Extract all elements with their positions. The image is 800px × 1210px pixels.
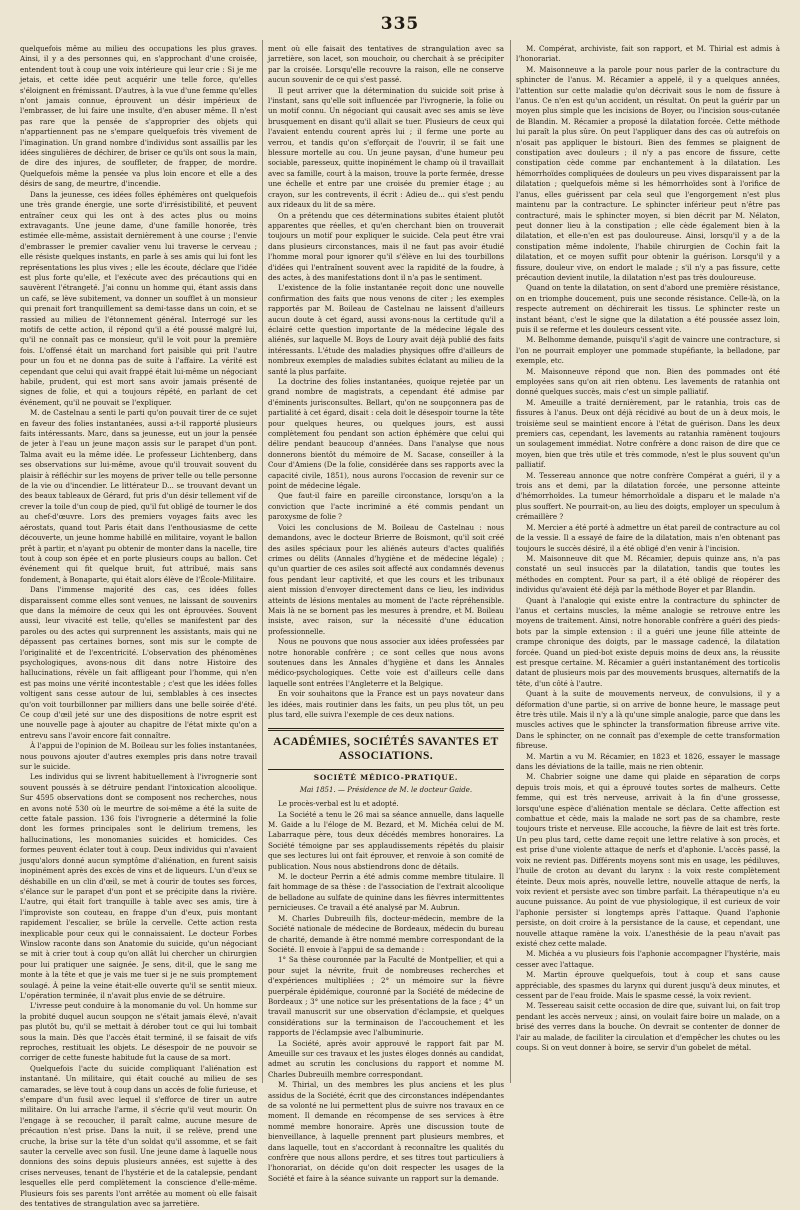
column-right	[516, 44, 780, 1089]
column-divider	[510, 40, 511, 1083]
paragraph: L'ivresse peut conduire à la monomanie du vol. Un homme sur la probité duquel aucun soupçon ne s'était jamais élevé, n'avait pas plutôt bu, qu'il se mettait à dérober tout ce qui lui tombait sous la main. Dès que l'accès était terminé, il se faisait de vifs reproches, restituait les objets. Le désespoir de ne pouvoir se corriger de cette funeste habitude fut la cause de sa mort.	[20, 1001, 257, 1063]
paragraph: La doctrine des folies instantanées, quoique rejetée par un grand nombre de magistrats, a cependant été admise par d'éminents jurisconsultes. Bellart, qu'on ne soupçonnera pas de partialité à cet égard, disait : cela doit le désespoir tourne la tête pour quelques heures, ou quelques jours, est aussi complètement fou pendant son action éphémère que celui qui délire pendant beaucoup d'années. Dans l'analyse que nous donnerons bientôt du mémoire de M. Sacase, conseiller à la Cour d'Amiens (De la folie, considérée dans ses rapports avec la capacité civile, 1851), nous aurons l'occasion de revenir sur ce point de médecine légale.	[268, 377, 504, 491]
paragraph: quelquefois même au milieu des occupations les plus graves. Ainsi, il y a des personnes qui, en s'approchant d'une croisée, entendent tout à coup une voix intérieure qui leur crie : Si je me jetais, et cette idée peut acquérir une telle force, qu'elles s'éloignent en frémissant. D'autres, à la vue d'une femme qu'elles n'ont jamais connue, éprouvent un désir impérieux de l'embrasser, de lui faire une insulte, d'en abuser même. Il n'est pas rare que la pensée de s'approprier des objets qui n'appartiennent pas ne s'empare quelquefois très vivement de l'imagination. Un grand nombre d'individus sont assaillis par les idées singulières de déchirer, de briser ce qu'ils ont sous la main, de dire des injures, de souffleter, de frapper, de mordre. Quelquefois même la pensée va plus loin encore et elle a des désirs de sang, de meurtre, d'incendie.	[20, 44, 257, 189]
paragraph: Les individus qui se livrent habituellement à l'ivrognerie sont souvent poussés à se détruire pendant l'intoxication alcoolique. Sur 4595 observations dont se composent nos recherches, nous en avons noté 530 où le meurtre de soi-même a été la suite de cette fatale passion. 136 fois l'ivrognerie a déterminé la folie dont les formes principales sont le delirium tremens, les hallucinations, les monomanies suicides et homicides. Ces formes peuvent éclater tout à coup. Deux individus qui n'avaient jusqu'alors donné aucun symptôme d'aliénation, en furent saisis inopinément après des excès de vins et de liqueurs. L'un d'eux se déshabille en un clin d'œil, se met à courir de toutes ses forces, s'élance sur le parapet d'un pont et se précipite dans la rivière. L'autre, qui était fort tranquille à table avec ses amis, tire à l'improviste son couteau, en frappe d'un d'eux, puis montant rapidement l'escalier, se brûle la cervelle. Cette action resta inexplicable pour ceux qui le connaissaient. Le docteur Forbes Winslow raconte dans son Anatomie du suicide, qu'un négociant se mit à crier tout à coup qu'on allât lui chercher un chirurgien pour lui pratiquer une saignée. Je sens, dit-il, que le sang me monte à la tête et que je vais me tuer si je ne suis promptement soulagé. À peine la veine était-elle ouverte qu'il se sentit mieux. L'opération terminée, il n'avait plus envie de se détruire.	[20, 772, 257, 1000]
column-left	[20, 44, 257, 1209]
paragraph: M. Martin éprouve quelquefois, tout à coup et sans cause appréciable, des spasmes du larynx qui durent jusqu'à deux minutes, et cessent par de l'eau froide. Mais le spasme cessé, la voix revient.	[516, 970, 780, 1000]
paragraph: Voici les conclusions de M. Boileau de Castelnau : nous demandons, avec le docteur Brierre de Boismont, qu'il soit créé des asiles spéciaux pour les aliénés auteurs d'actes qualifiés crimes ou délits (Annales d'hygiène et de médecine légale) ; qu'un quartier de ces asiles soit affecté aux condamnés devenus fous pendant leur captivité, et que les cours et les tribunaux aient mission d'envoyer directement dans ce lieu, les individus atteints de lésions mentales au moment de l'acte répréhensible. Mais là ne se bornent pas les mesures à prendre, et M. Boileau insiste, avec raison, sur la nécessité d'une éducation professionnelle.	[268, 522, 504, 636]
paragraph: M. Maisonneuve a la parole pour nous parler de la contracture du sphincter de l'anus. M. Récamier a appelé, il y a quelques années, l'attention sur cette maladie qu'on décrivait sous le nom de fissure à l'anus. Ce n'en est qu'un accident, un résultat. On peut la guérir par un moyen plus simple que les incisions de Boyer, ou l'incision sous-cutanée de Blandin. M. Récamier a proposé la dilatation forcée. Cette méthode lui paraît la plus sûre. On peut l'appliquer dans des cas où autrefois on n'osait pas appliquer le bistouri. Bien des femmes se plaignent de constipation avec douleurs ; il n'y a pas encore de fissure, cette constipation cède comme par enchantement à la dilatation. Les hémorrhoïdes compliquées de douleurs un peu vives disparaissent par la dilatation ; quelquefois même si les hémorrhoïdes sont à l'orifice de l'anus, elles guérissent par cela seul que l'engorgement n'est plus maintenu par la contracture. Le sphincter inférieur peut n'être pas contracturé, mais le sphincter moyen, si bien décrit par M. Nélaton, peut donner lieu à la constipation ; elle cède également bien à la dilatation, et elle-n'en est pas douloureuse. Ainsi, lorsqu'il y a de la constipation même indolente, l'habile chirurgien de Cochin fait la dilatation, et ce moyen suffit pour obtenir la guérison. Lorsqu'il y a fissure, douleur vive, on endort le malade ; s'il n'y a pas fissure, cette précaution devient inutile, la dilatation n'est pas très douloureuse.	[516, 64, 780, 282]
paragraph: À l'appui de l'opinion de M. Boileau sur les folies instantanées, nous pouvons ajouter d'autres exemples pris dans notre travail sur le suicide.	[20, 741, 257, 772]
paragraph: M. Tessereau saisit cette occasion de dire que, suivant lui, on fait trop pendant les accès nerveux ; ainsi, on voulait faire boire un malade, on a brisé des verres dans la bouche. On devrait se contenter de donner de l'air au malade, de faciliter la circulation et d'empêcher les chutes ou les coups. Si on veut donner à boire, se servir d'un gobelet de métal.	[516, 1001, 780, 1052]
paragraph: M. le docteur Perrin a été admis comme membre titulaire. Il fait hommage de sa thèse : de l'association de l'extrait alcoolique de belladone au sulfate de quinine dans les fièvres intermittentes pernicieuses. Ce travail a été analysé par M. Aubrun.	[268, 872, 504, 913]
paragraph: Quelquefois l'acte du suicide compliquant l'aliénation est instantané. Un militaire, qui était couché au milieu de ses camarades, se lève tout à coup dans un accès de folie furieuse, et s'empare d'un fusil avec lequel il s'efforce de tirer un autre militaire. On lui arrache l'arme, il s'écrie qu'il veut mourir. On l'engage à se recoucher, il paraît calme, aucune mesure de précaution n'est prise. Dans la nuit, il se relève, prend une cruche, la brise sur la tête d'un soldat qu'il assomme, et se fait sauter la cervelle avec son fusil. Une jeune dame à laquelle nous donnions des soins depuis plusieurs années, est sujette à des crises nerveuses, tenant de l'hystérie et de la catalepsie, pendant lesquelles elle perd complètement la conscience d'elle-même. Plusieurs fois ses parents l'ont arrêtée au moment où elle faisait des tentatives de strangulation avec sa jarretière.	[20, 1063, 257, 1209]
paragraph: Que faut-il faire en pareille circonstance, lorsqu'on a la conviction que l'acte incriminé a été commis pendant un paroxysme de folie ?	[268, 491, 504, 522]
paragraph: On a prétendu que ces déterminations subites étaient plutôt apparentes que réelles, et qu'en cherchant bien on trouverait toujours un motif pour expliquer le suicide. Cela peut être vrai dans plusieurs circonstances, mais il ne faut pas avoir étudié l'homme moral pour ignorer qu'il s'élève en lui des tourbillons d'idées qui l'entraînent souvent avec la rapidité de la foudre, à des actes, à des manifestations dont il n'a pas le sentiment.	[268, 210, 504, 282]
paragraph: En voir souhaitons que la France est un pays novateur dans les idées, mais routinier dans les faits, un peu plus tôt, un peu plus tard, elle suivra l'exemple de ces deux nations.	[268, 689, 504, 719]
paragraph: Quant à la suite de mouvements nerveux, de convulsions, il y a déformation d'une partie, si on arrive de bonne heure, le massage peut être très utile. Mais il n'y a là qu'une simple analogie, parce que dans les muscles actives que le sphincter la transformation fibreuse arrive vite. Dans le sphincter, on ne connaît pas d'exemple de cette transformation fibreuse.	[516, 689, 780, 751]
paragraph: M. Maisonneuve répond que non. Bien des pommades ont été employées sans qu'on ait rien obtenu. Les lavements de ratanhia ont donné quelques succès, mais c'est un simple palliatif.	[516, 366, 780, 397]
paragraph: Le procès-verbal est lu et adopté.	[278, 799, 399, 809]
paragraph: Il peut arriver que la détermination du suicide soit prise à l'instant, sans qu'elle soit influencée par l'ivrognerie, la folie ou un motif connu. Un négociant qui causait avec ses amis se lève brusquement en disant qu'il allait se tuer. Plusieurs de ceux qui l'avaient entendu courent après lui ; il ferme une porte au verrou, et tandis qu'on s'efforçait de l'ouvrir, il se fait une blessure mortelle au cou. Un jeune paysan, d'une humeur peu sociable, paresseux, quitte inopinément le champ où il travaillait avec sa famille, court à la maison, trouve la porte fermée, dresse une échelle et entre par une croisée du premier étage ; au crayon, sur les contrevents, il écrit : Adieu de... qui s'est pendu aux rideaux du lit de sa mère.	[268, 85, 504, 210]
column-middle	[268, 44, 504, 1183]
session-line: Mai 1851. — Présidence de M. le docteur Gaide.	[299, 785, 473, 794]
column-divider	[262, 40, 263, 1083]
paragraph: M. Martin a vu M. Récamier, en 1823 et 1826, essayer le massage dans les déviations de la taille, mais ne rien obtenir.	[516, 751, 780, 772]
paragraph: La Société a tenu le 26 mai sa séance annuelle, dans laquelle M. Gaide a lu l'éloge de M. Bezard, et M. Michéa celui de M. Labarraque père, tous deux décédés membres honoraires. La Société témoigne par ses applaudissements répétés du plaisir que ses lectures lui ont fait éprouver, et renvoie à son comité de publication. Nous nous abstiendrons donc de détails.	[268, 809, 504, 871]
section-heading: ACADÉMIES, SOCIÉTÉS SAVANTES ET ASSOCIATIONS.	[273, 736, 499, 763]
paragraph: Nous ne pouvons que nous associer aux idées professées par notre honorable confrère ; ce sont celles que nous avons soutenues dans les Annales d'hygiène et dans les Annales médico-psychologiques. Cette voie est d'ailleurs celle dans laquelle sont entrées l'Angleterre et la Belgique.	[268, 637, 504, 688]
paragraph: ment où elle faisait des tentatives de strangulation avec sa jarretière, son lacet, son mouchoir, ou cherchait à se précipiter par la croisée. Lorsqu'elle recouvre la raison, elle ne conserve aucun souvenir de ce qui s'est passé.	[268, 44, 504, 85]
paragraph: M. Maisonneuve dit que M. Récamier, depuis quinze ans, n'a pas constaté un seul insuccès par la dilatation, tandis que toutes les méthodes en comptent. Pour sa part, il a été obligé de réopérer des individus qu'avaient été déjà par la méthode Boyer et par Blandin.	[516, 553, 780, 595]
section-rule	[268, 769, 504, 770]
paragraph: 1° Sa thèse couronnée par la Faculté de Montpellier, et qui a pour sujet la névrite, fruit de nombreuses recherches et d'expériences multipliées ; 2° un mémoire sur la fièvre puerpérale épidémique, couronné par la Société de médecine de Bordeaux ; 3° une notice sur les présentations de la face ; 4° un travail manuscrit sur une observation d'éclampsie, et quelques considérations sur la terminaison de l'accouchement et les rapports de l'éclampsie avec l'albuminurie.	[268, 955, 504, 1038]
paragraph: M. Charles Dubreuilh fils, docteur-médecin, membre de la Société nationale de médecine de Bordeaux, médecin du bureau de charité, demande à être nommé membre correspondant de la Société. Il envoie à l'appui de sa demande :	[268, 913, 504, 954]
page-number: 335	[380, 14, 420, 34]
paragraph: Dans la jeunesse, ces idées folles éphémères ont quelquefois une très grande énergie, une sorte d'irrésistibilité, et peuvent entraîner ceux qui les ont à des actes plus ou moins extravagants. Une jeune dame, d'une famille honorée, très estimée elle-même, assistait dernièrement à une course ; l'envie d'embrasser le premier cavalier venu lui traverse le cerveau ; elle résiste quelques instants, en parle à ses amis qui lui font les représentations les plus vives ; elle les écoute, déclare que l'idée est plus forte qu'elle, et l'exécute avec des précautions qui en sauvèrent l'étrangeté. J'ai connu un homme qui, étant assis dans un café, se lève subitement, va donner un soufflet à un monsieur qui prenait fort tranquillement sa demi-tasse dans un coin, et se rassied au milieu de l'étonnement général. Interrogé sur les motifs de cette action, il répond qu'il a été poussé malgré lui, qu'il ne connaît pas ce monsieur, qu'il le voit pour la première fois. L'offensé était un marchand fort paisible qui prit l'autre pour un fou et ne donna pas de suite à l'affaire. La vérité est cependant que celui qui avait frappé était lui-même un négociant habile, prudent, qui est mort sans avoir jamais présenté de signes de folie, et qui a toujours répété, en parlant de cet événement, qu'il ne pouvait se l'expliquer.	[20, 189, 257, 407]
paragraph: L'existence de la folie instantanée reçoit donc une nouvelle confirmation des faits que nous venons de citer ; les exemples rapportés par M. Boileau de Castelnau ne laissent d'ailleurs aucun doute à cet égard, aussi avons-nous la certitude qu'il a éclairé cette question importante de la médecine légale des aliénés, sur laquelle M. Boys de Loury avait déjà publié des faits intéressants. L'étude des maladies physiques offre d'ailleurs de nombreux exemples de maladies subites éclatant au milieu de la santé la plus parfaite.	[268, 283, 504, 376]
society-title: SOCIÉTÉ MÉDICO-PRATIQUE.	[313, 773, 459, 783]
paragraph: M. Michéa a vu plusieurs fois l'aphonie accompagner l'hystérie, mais cesser avec l'attaque.	[516, 949, 780, 969]
paragraph: Dans l'immense majorité des cas, ces idées folles disparaissent comme elles sont venues, ne laissant de souvenirs que dans la mémoire de ceux qui les ont éprouvées. Souvent aussi, leur vivacité est telle, qu'elles se manifestent par des paroles ou des actes qui surprennent les assistants, mais qui ne dépassent pas certaines bornes, sont mis sur le compte de l'originalité et de l'excentricité. L'observation des phénomènes psychologiques, avons-nous dit dans notre Histoire des hallucinations, révèle un fait affligeant pour l'homme, qui n'en est pas moins une vérité incontestable ; c'est que les idées folles voltigent sans cesse autour de lui, semblables à ces insectes qu'on voit tourbillonner par milliers dans une belle soirée d'été. Ce coup d'œil jeté sur une des dispositions de notre esprit est une nouvelle page à ajouter au chapitre de l'état mixte qu'on a entrevu sans l'avoir encore fait connaître.	[20, 585, 257, 740]
paragraph: M. Mercier a été porté à admettre un état pareil de contracture au col de la vessie. Il a essayé de faire de la dilatation, mais n'en obtenant pas toujours le succès désiré, il a été obligé d'en venir à l'incision.	[516, 522, 780, 553]
paragraph: M. Chabrier soigne une dame qui plaide en séparation de corps depuis trois mois, et qui a éprouvé toutes sortes de malheurs. Cette femme, qui est très nerveuse, arrivait à la fin d'une grossesse, lorsqu'une espèce d'aliénation mentale se déclara. Cette affection est combattue et cède, mais la malade ne sort pas de sa chambre, reste toujours triste et nerveuse. Elle accouche, la fièvre de lait est très forte. Un peu plus tard, cette dame reçoit une lettre relative à son procès, et est prise d'une violente attaque de nerfs et d'aphonie. L'accès passé, la voix ne revient pas. Différents moyens sont mis en usage, les pédiluves, l'huile de croton au devant du larynx : la voix reste complètement éteinte. Deux mois après, nouvelle lettre, nouvelle attaque de nerfs, la voix revient et persiste avec son timbre parfait. La thérapeutique n'a eu aucune puissance. Au point de vue physiologique, il est curieux de voir l'aphonie persister si longtemps après l'attaque. Quand l'aphonie persiste, on doit croire à la persistance de la cause, et cependant, une nouvelle attaque ramène la voix. L'anesthésie de la peau n'avait pas existé chez cette malade.	[516, 772, 780, 948]
section-rule	[268, 728, 504, 731]
paragraph: M. Thirial, un des membres les plus anciens et les plus assidus de la Société, écrit que des circonstances indépendantes de sa volonté ne lui permettent plus de suivre nos travaux en ce moment. Il demande en récompense de ses services à être nommé membre honoraire. Après une discussion toute de bienveillance, à laquelle prennent part plusieurs membres, et dans laquelle, tout en s'accordant à reconnaître les qualités du confrère que nous allons perdre, et ses titres tout particuliers à l'honorariat, on décide qu'on doit respecter les usages de la Société et faire à la séance suivante un rapport sur la demande.	[268, 1080, 504, 1183]
paragraph: M. Tessereau annonce que notre confrère Compérat a guéri, il y a trois ans et demi, par la dilatation forcée, une personne atteinte d'hémorrhoïdes. La tumeur hémorrhoïdale a disparu et le malade n'a plus souffert. Ne pourrait-on, au lieu des doigts, employer un speculum à crémaillère ?	[516, 470, 780, 522]
paragraph: M. de Castelnau a senti le parti qu'on pouvait tirer de ce sujet en faveur des folies instantanées, aussi a-t-il rapporté plusieurs faits intéressants. Marc, dans sa jeunesse, eut un jour la pensée de jeter à l'eau un jeune maçon assis sur le parapet d'un pont. Talma avait eu la même idée. Le professeur Lichtenberg, dans ses observations sur lui-même, avoue qu'il trouvait souvent du plaisir à réfléchir sur les moyens de priver telle ou telle personne de la vie ou d'incendier. Le littérateur D... se trouvant devant un des beaux tableaux de Gérard, fut pris d'un désir tellement vif de crever la toile d'un coup de pied, qu'il fut obligé de tourner le dos au chef-d'œuvre. Lors des premiers voyages faits avec les aérostats, quand tout Paris était dans l'enthousiasme de cette découverte, un jeune homme habillé en militaire, voyant le ballon prêt à partir, et n'ayant pu obtenir de monter dans la nacelle, tire tout à coup son épée et en porte plusieurs coups au ballon. Cet événement qui fit quelque bruit, fut attribué, mais sans fondement, à Bonaparte, qui était alors élève de l'École-Militaire.	[20, 408, 257, 584]
paragraph: M. Ameuille a traité dernièrement, par le ratanhia, trois cas de fissures à l'anus. Deux ont déjà récidivé au bout de un à deux mois, le troisième seul se maintient encore à l'état de guérison. Dans les deux premiers cas, cependant, les lavements au ratanhia ramènent toujours un soulagement immédiat. Notre confrère a donc raison de dire que ce moyen, bien que très utile et très commode, n'est le plus souvent qu'un palliatif.	[516, 397, 780, 470]
paragraph: Quant à l'analogie qui existe entre la contracture du sphincter de l'anus et certains muscles, la même analogie se retrouve entre les moyens de traitement. Ainsi, notre honorable confrère a guéri des pieds-bots par la simple extension : il a guéri une jeune fille atteinte de crampe chronique des doigts, par le massage cadencé, la dilatation forcée. Quand un pied-bot existe depuis moins de deux ans, la réussite est presque certaine. M. Récamier a guéri instantanément des torticolis datant de plusieurs mois par des mouvements brusques, alternatifs de la tête, d'un côté à l'autre.	[516, 595, 780, 688]
paragraph: M. Belhomme demande, puisqu'il s'agit de vaincre une contracture, si l'on ne pourrait employer une pommade stupéfiante, la belladone, par exemple, etc.	[516, 335, 780, 366]
paragraph: Quand on tente la dilatation, on sent d'abord une première résistance, on en triomphe doucement, puis une seconde résistance. Celle-là, on la respecte autrement on déchirerait les tissus. Le sphincter reste un instant béant, c'est le signe que la dilatation a été poussée assez loin, puis il se referme et les douleurs cessent vite.	[516, 283, 780, 334]
paragraph: La Société, après avoir approuvé le rapport fait par M. Ameuille sur ces travaux et les justes éloges donnés au candidat, admet au scrutin les conclusions du rapport et nomme M. Charles Dubreuilh membre correspondant.	[268, 1038, 504, 1079]
paragraph: M. Compérat, archiviste, fait son rapport, et M. Thirial est admis à l'honorariat.	[516, 44, 780, 64]
